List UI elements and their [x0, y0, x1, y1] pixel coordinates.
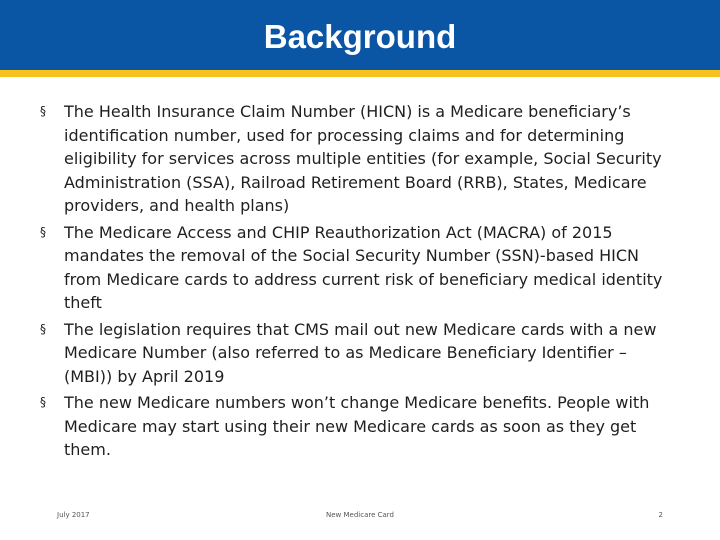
bullet-item [40, 318, 680, 389]
bullet-item [40, 221, 680, 315]
footer-date: July 2017 [57, 511, 90, 519]
bullet-square-icon: § [40, 395, 46, 409]
bullet-item [40, 391, 680, 462]
bullet-item [40, 100, 680, 218]
bullet-text: The new Medicare numbers won’t change Medicare benefits. People with Medicare may start using their new Medicare cards as soon as they get them. [64, 393, 650, 459]
bullet-square-icon: § [40, 104, 46, 118]
bullet-square-icon: § [40, 224, 46, 239]
bullet-text: The legislation requires that CMS mail out new Medicare cards with a new Medicare Number (also referred to as Medicare Beneficiary Identifier – (MBI)) by April 2019 [64, 319, 657, 386]
slide-title: Background [263, 18, 457, 55]
bullet-list [40, 100, 680, 465]
title-accent-rule [0, 70, 720, 77]
page-number: 2 [658, 511, 663, 519]
bullet-text: The Medicare Access and CHIP Reauthorization Act (MACRA) of 2015 mandates the removal of the Social Security Number (SSN)-based HICN from Medicare cards to address current risk of beneficiary medical identity theft [64, 222, 663, 312]
bullet-text: The Health Insurance Claim Number (HICN) is a Medicare beneficiary’s identification number, used for processing claims and for determining eligibility for services across multiple entities (for example, Social Security Administration (SSA), Railroad Retirement Board (RRB), States, Medicare providers, and health plans) [64, 102, 662, 215]
bullet-square-icon: § [40, 321, 46, 336]
footer-title: New Medicare Card [326, 511, 394, 519]
